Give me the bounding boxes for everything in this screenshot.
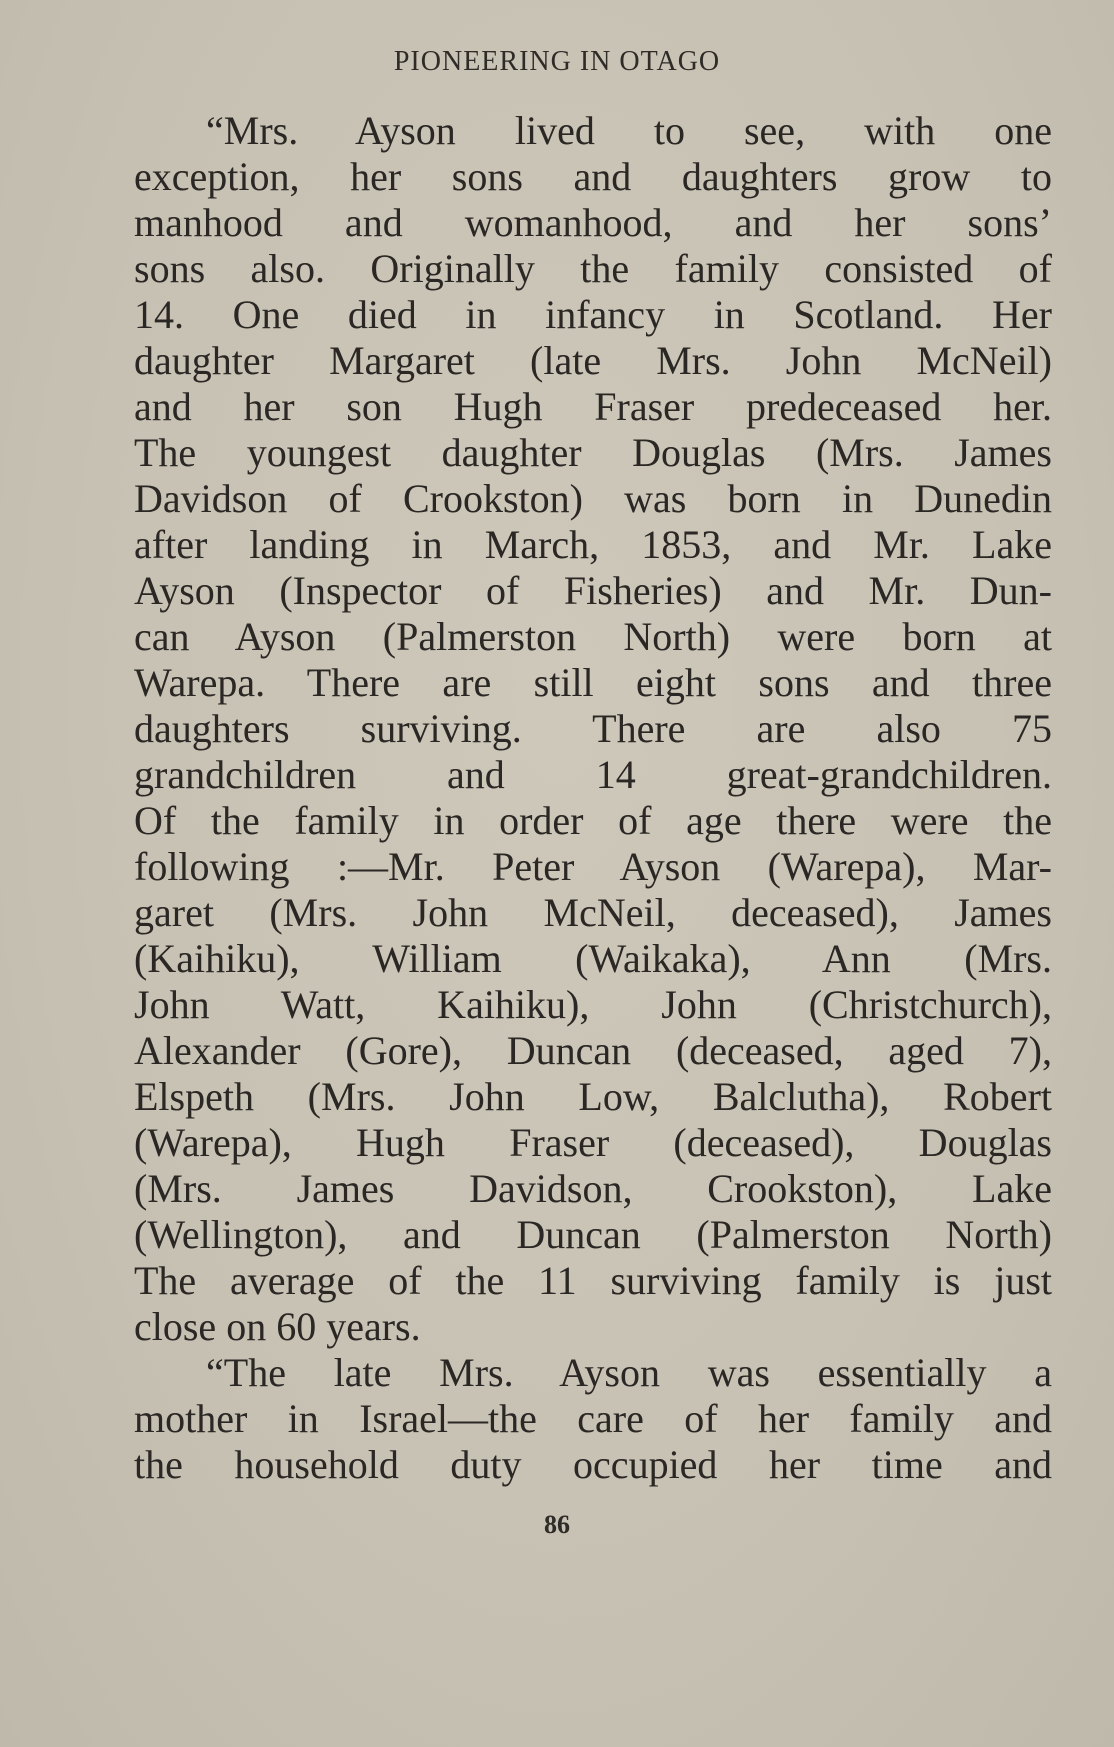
text-line: daughter Margaret (late Mrs. John McNeil) — [134, 338, 1052, 383]
text-line: 14. One died in infancy in Scotland. Her — [134, 292, 1052, 337]
text-line: after landing in March, 1853, and Mr. Lake — [134, 522, 1052, 567]
text-line: sons also. Originally the family consisted of — [134, 246, 1052, 291]
text-line: Alexander (Gore), Duncan (deceased, aged 7), — [134, 1028, 1052, 1073]
text-line: the household duty occupied her time and — [134, 1442, 1052, 1487]
text-line: exception, her sons and daughters grow to — [134, 154, 1052, 199]
text-line: (Mrs. James Davidson, Crookston), Lake — [134, 1166, 1052, 1211]
text-line: Warepa. There are still eight sons and three — [134, 660, 1052, 705]
text-line: following :—Mr. Peter Ayson (Warepa), Mar- — [134, 844, 1052, 889]
text-line: and her son Hugh Fraser predeceased her. — [134, 384, 1052, 429]
paragraph-2 — [134, 1350, 1052, 1488]
running-head: PIONEERING IN OTAGO — [393, 46, 721, 77]
text-line: mother in Israel—the care of her family and — [134, 1396, 1052, 1441]
body-text — [134, 108, 1052, 1488]
text-line: can Ayson (Palmerston North) were born at — [134, 614, 1052, 659]
text-line: garet (Mrs. John McNeil, deceased), James — [134, 890, 1052, 935]
text-line: daughters surviving. There are also 75 — [134, 706, 1052, 751]
text-line: Davidson of Crookston) was born in Dunedin — [134, 476, 1052, 521]
text-line: (Kaihiku), William (Waikaka), Ann (Mrs. — [134, 936, 1052, 981]
page-number: 86 — [544, 1510, 570, 1539]
text-line: Of the family in order of age there were the — [134, 798, 1052, 843]
text-line: “The late Mrs. Ayson was essentially a — [206, 1350, 1052, 1395]
paragraph-1 — [134, 108, 1052, 1350]
text-line: Ayson (Inspector of Fisheries) and Mr. Dun- — [134, 568, 1052, 613]
text-line: manhood and womanhood, and her sons’ — [134, 200, 1052, 245]
text-line: (Warepa), Hugh Fraser (deceased), Douglas — [134, 1120, 1052, 1165]
text-line: The youngest daughter Douglas (Mrs. James — [134, 430, 1052, 475]
text-line: close on 60 years. — [134, 1304, 421, 1349]
text-line: Elspeth (Mrs. John Low, Balclutha), Robert — [134, 1074, 1052, 1119]
text-line: “Mrs. Ayson lived to see, with one — [206, 108, 1052, 153]
text-line: (Wellington), and Duncan (Palmerston North) — [134, 1212, 1052, 1257]
text-line: grandchildren and 14 great-grandchildren. — [134, 752, 1052, 797]
text-line: John Watt, Kaihiku), John (Christchurch), — [134, 982, 1052, 1027]
text-line: The average of the 11 surviving family is just — [134, 1258, 1052, 1303]
